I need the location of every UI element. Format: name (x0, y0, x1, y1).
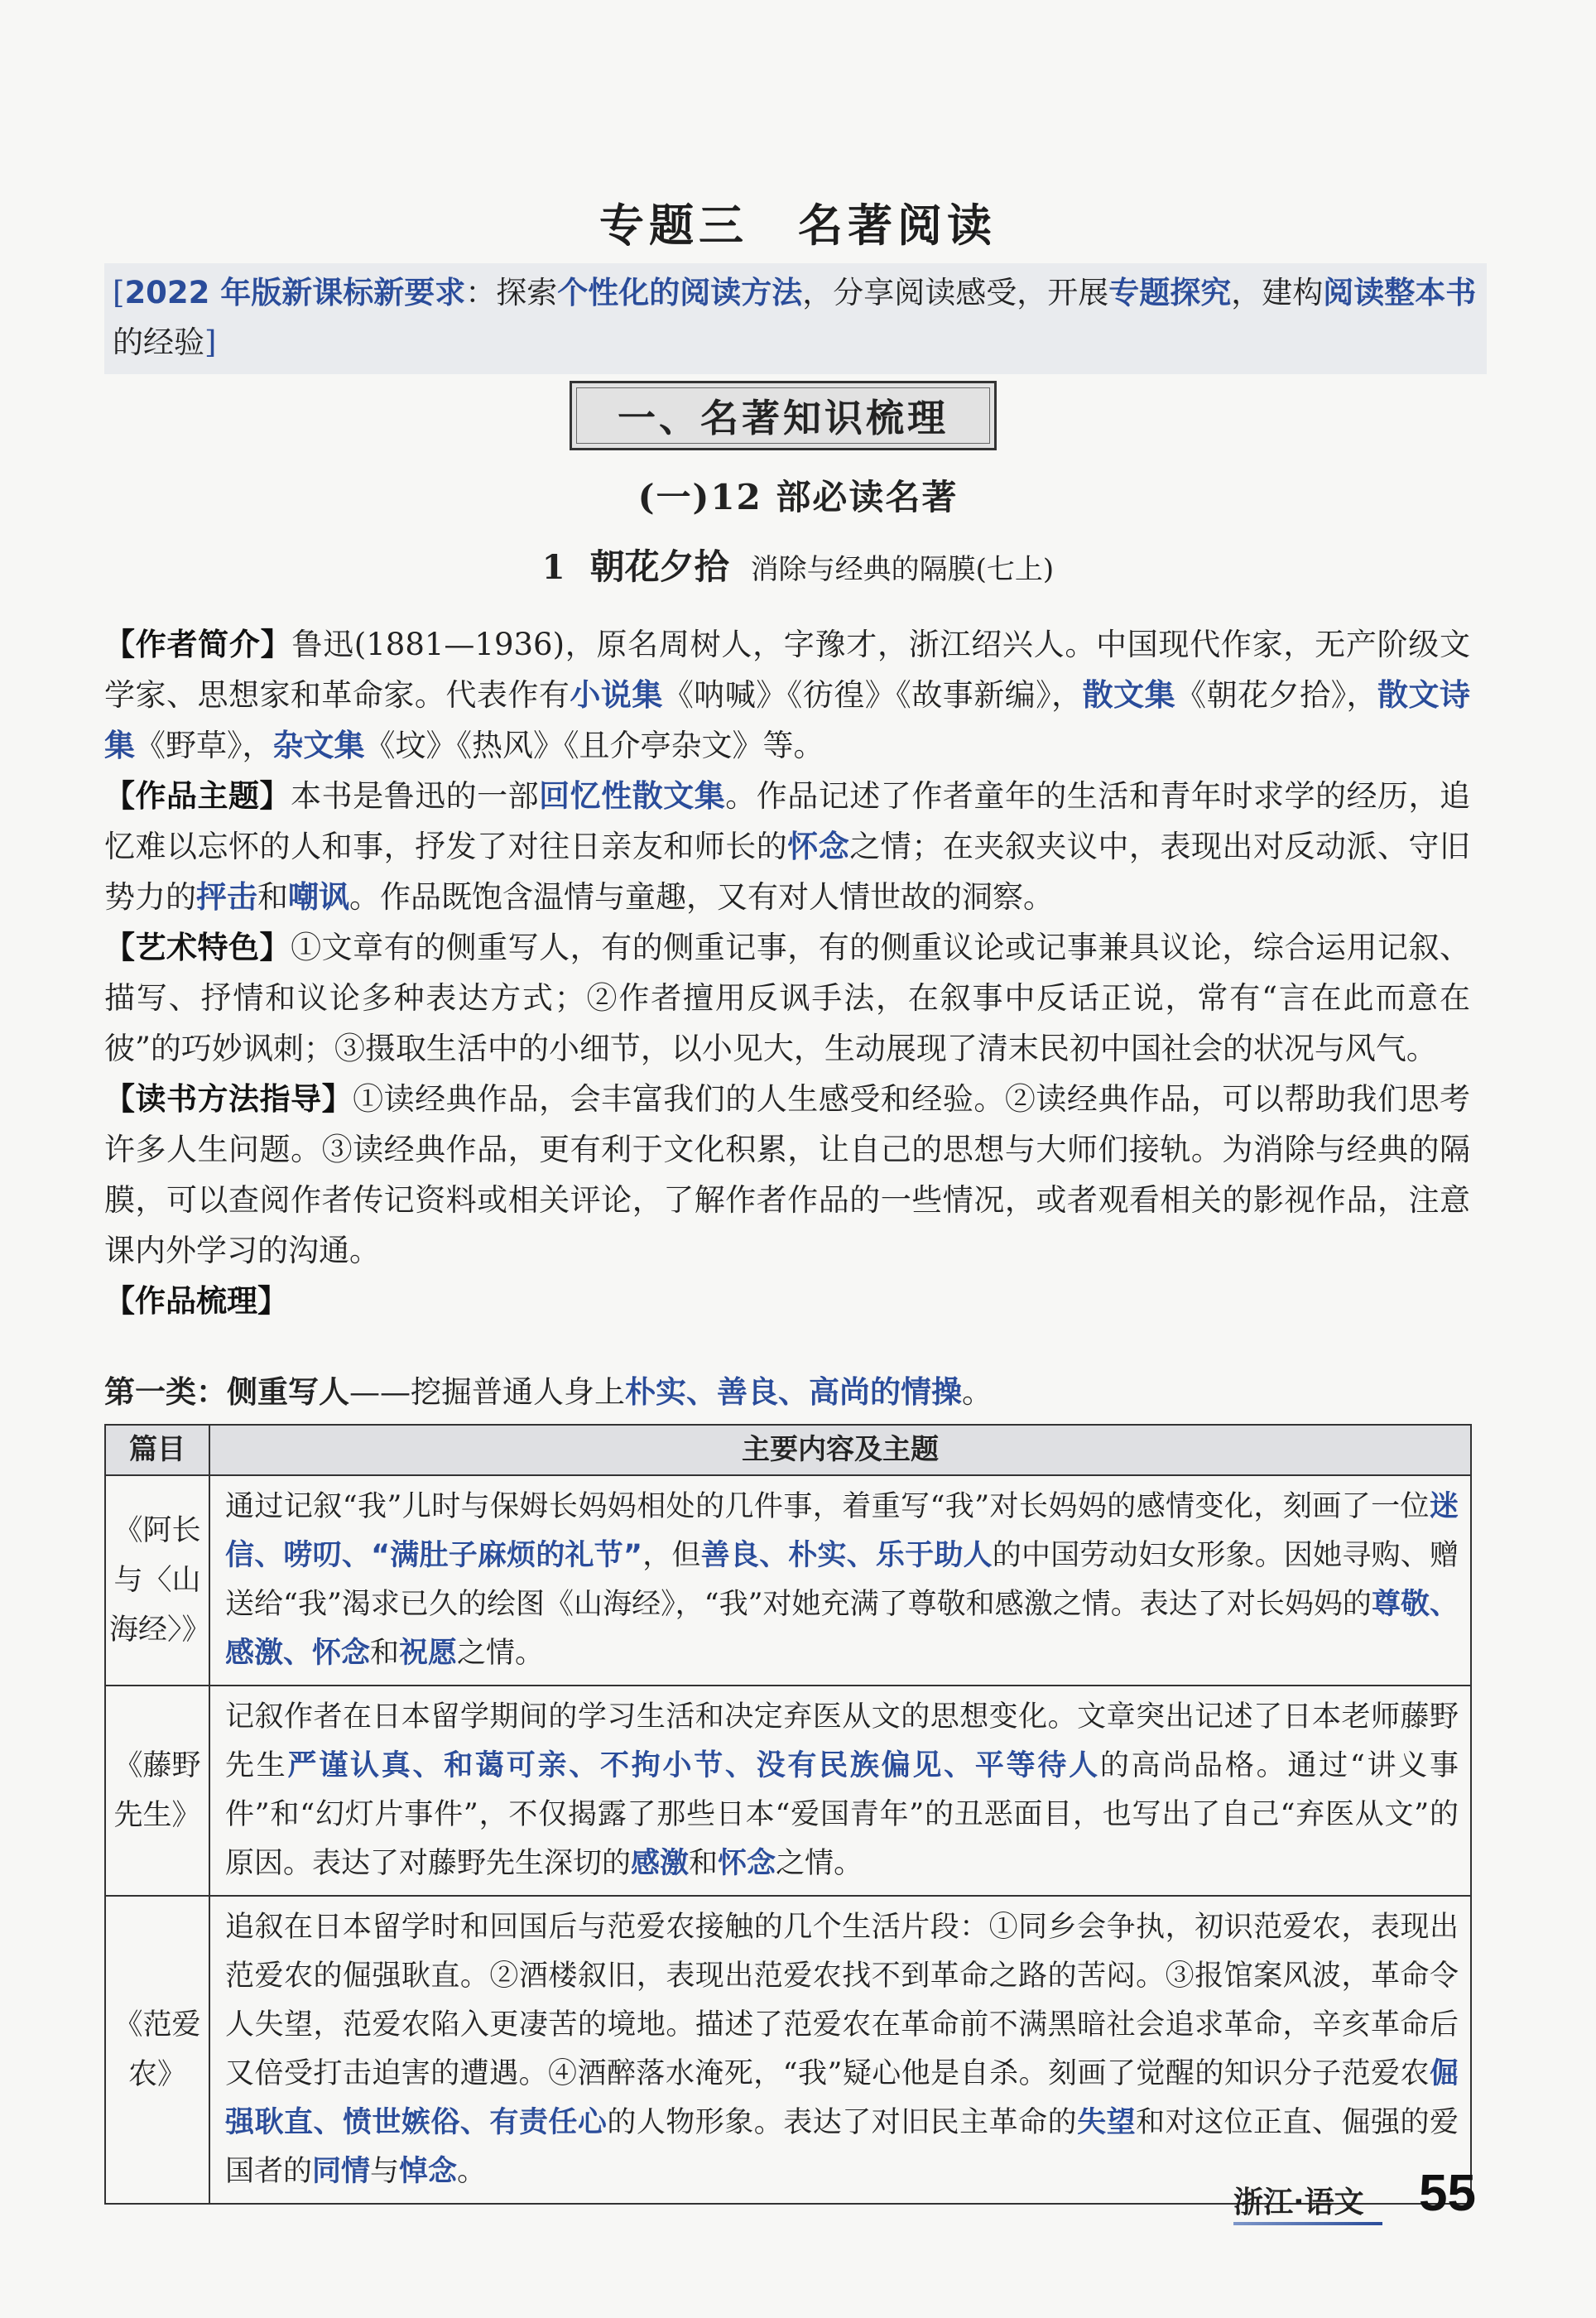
text: 通过记叙“我”儿时与保姆长妈妈相处的几件事，着重写“我”对长妈妈的感情变化，刻画了一位 (225, 1490, 1430, 1523)
work-content (209, 1896, 1471, 2204)
keyword: 杂文集 (272, 728, 365, 763)
text: 记叙作者在日本留学期间的学习生活和决定弃医从文的思想变化。文章突出记述了日本老师藤野先生 (225, 1700, 1459, 1782)
footer-region: 浙江·语文 (1233, 2186, 1364, 2219)
keyword: 怀念 (718, 1847, 776, 1880)
title-part2: 名著阅读 (798, 200, 997, 252)
sub-heading: (一)12 部必读名著 (637, 477, 959, 517)
keyword: 散文集 (1082, 677, 1176, 713)
text: 。 (962, 1374, 993, 1410)
text: 之情；在夹叙夹议中，表现出对反动派、守旧势力的 (104, 829, 1471, 915)
work-title: 《藤野先生》 (105, 1686, 209, 1896)
keyword: 小说集 (570, 677, 663, 713)
text: 的中国劳动妇女形象。因她寻购、赠送给“我”渴求已久的绘图《山海经》，“我”对她充满了尊敬和感激之情。表达了对长妈妈的 (225, 1539, 1459, 1621)
keyword: 朴实、善良、高尚的情操 (625, 1374, 962, 1410)
keyword: 同情 (312, 2155, 371, 2188)
sorting-paragraph (104, 1276, 1470, 1326)
method-label: 【读书方法指导】 (104, 1081, 353, 1117)
text: 鲁迅(1881—1936)，原名周树人，字豫才，浙江绍兴人。中国现代作家，无产阶级文学家、思想家和革命家。代表作有 (104, 627, 1471, 713)
art-paragraph (104, 922, 1470, 1074)
keyword: 祝愿 (399, 1637, 458, 1670)
text: 与 (370, 2155, 400, 2188)
text: 追叙在日本留学时和回国后与范爱农接触的几个生活片段：①同乡会争执，初识范爱农，表现出范爱农的倔强耿直。②酒楼叙旧，表现出范爱农找不到革命之路的苦闷。③报馆案风波，革命令人失望，范爱农陷入更凄苦的境地。描述了范爱农在革命前不满黑暗社会追求革命，辛亥革命后又倍受打击迫害的遭遇。④酒醉落水淹死，“我”疑心他是自杀。刻画了觉醒的知识分子范爱农 (225, 1911, 1459, 2090)
text: 之情。 (457, 1637, 545, 1670)
text: 《呐喊》《彷徨》《故事新编》， (662, 677, 1083, 713)
keyword: 悼念 (399, 2155, 458, 2188)
text: 。 (457, 2155, 487, 2188)
work-title: 《阿长与〈山海经〉》 (105, 1475, 209, 1686)
section-heading-text: 一、名著知识梳理 (618, 396, 949, 440)
text: 和 (689, 1847, 719, 1880)
text: 和 (370, 1637, 400, 1670)
author-label: 【作者简介】 (104, 627, 292, 662)
method-paragraph (104, 1074, 1470, 1276)
keyword: 感激 (631, 1847, 690, 1880)
requirement-tag: 2022 年版新课标新要求 (124, 275, 466, 310)
page-footer (1233, 2167, 1482, 2225)
text: 之情。 (776, 1847, 863, 1880)
theme-paragraph (104, 771, 1470, 922)
text: ——挖掘普通人身上 (349, 1374, 625, 1410)
table-header-row (105, 1425, 1471, 1475)
work-content (209, 1475, 1471, 1686)
text: 《朝花夕拾》， (1175, 677, 1378, 713)
requirement-text: ：探索 (465, 275, 558, 310)
works-table (104, 1424, 1472, 2205)
keyword: 散文诗集 (104, 677, 1471, 763)
text: 和对这位正直、倔强的爱国者的 (225, 2106, 1459, 2188)
keyword: 迷信、唠叨、“满肚子麻烦的礼节” (225, 1490, 1459, 1572)
text: 本书是鲁迅的一部 (291, 778, 540, 814)
curriculum-requirement (104, 263, 1487, 374)
text: 《坟》《热风》《且介亭杂文》等。 (364, 728, 824, 763)
text: 。作品既饱含温情与童趣，又有对人情世故的洞察。 (349, 879, 1054, 915)
table-row (105, 1686, 1471, 1896)
keyword: 怀念 (787, 829, 850, 864)
table-row (105, 1475, 1471, 1686)
text: 的高尚品格。通过“讲义事件”和“幻灯片事件”，不仅揭露了那些日本“爱国青年”的丑恶面目，也写出了自己“弃医从文”的原因。表达了对藤野先生深切的 (225, 1749, 1459, 1880)
requirement-keyword: 个性化的阅读方法 (557, 275, 803, 310)
text: 的人物形象。表达了对旧民主革命的 (607, 2106, 1078, 2139)
text: ①读经典作品，会丰富我们的人生感受和经验。②读经典作品，可以帮助我们思考许多人生问题。③读经典作品，更有利于文化积累，让自己的思想与大师们接轨。为消除与经典的隔膜，可以查阅作者传记资料或相关评论，了解作者作品的一些情况，或者观看相关的影视作品，注意课内外学习的沟通。 (104, 1081, 1470, 1268)
text: ，但 (642, 1539, 701, 1572)
title-part1: 专题三 (599, 200, 748, 252)
requirement-keyword: 阅读整本书 (1323, 275, 1477, 310)
keyword: 尊敬、感激、怀念 (225, 1588, 1459, 1670)
work-content (209, 1686, 1471, 1896)
keyword: 抨击 (196, 879, 257, 915)
book-name: 朝花夕拾 (589, 546, 729, 587)
author-paragraph (104, 619, 1470, 771)
section-heading (570, 381, 997, 450)
book-grade: (七上) (975, 553, 1055, 586)
bracket-close: ] (204, 325, 217, 360)
text: 和 (257, 879, 288, 915)
keyword: 失望 (1077, 2106, 1137, 2139)
requirement-text: 的经验 (113, 325, 204, 360)
requirement-text: ，分享阅读感受，开展 (802, 275, 1109, 310)
bracket-open: [ (113, 275, 125, 310)
art-label: 【艺术特色】 (104, 930, 291, 965)
category-line (104, 1368, 1470, 1417)
book-info (104, 619, 1470, 1326)
book-number: 1 (541, 548, 565, 587)
text: 《野草》， (135, 728, 273, 763)
header-work: 篇目 (105, 1425, 209, 1475)
page-title (0, 190, 1596, 254)
requirement-keyword: 专题探究 (1108, 275, 1232, 310)
footer-underline (1233, 2222, 1382, 2225)
page-number: 55 (1419, 2165, 1476, 2222)
requirement-text: ，建构 (1231, 275, 1324, 310)
work-title: 《范爱农》 (105, 1896, 209, 2204)
keyword: 倔强耿直、愤世嫉俗、有责任心 (225, 2057, 1459, 2139)
theme-label: 【作品主题】 (104, 778, 291, 814)
text: ①文章有的侧重写人，有的侧重记事，有的侧重议论或记事兼具议论，综合运用记叙、描写、抒情和议论多种表达方式；②作者擅用反讽手法，在叙事中反话正说，常有“言在此而意在彼”的巧妙讽刺；③摄取生活中的小细节，以小见大，生动展现了清末民初中国社会的状况与风气。 (104, 930, 1471, 1066)
table-row (105, 1896, 1471, 2204)
header-content: 主要内容及主题 (209, 1425, 1471, 1475)
sorting-label: 【作品梳理】 (104, 1283, 288, 1319)
book-title (0, 540, 1596, 589)
category-label: 第一类：侧重写人 (104, 1374, 349, 1410)
keyword: 善良、朴实、乐于助人 (700, 1539, 993, 1572)
keyword: 严谨认真、和蔼可亲、不拘小节、没有民族偏见、平等待人 (287, 1749, 1100, 1782)
book-method: 消除与经典的隔膜 (750, 553, 976, 586)
text: 。作品记述了作者童年的生活和青年时求学的经历，追忆难以忘怀的人和事，抒发了对往日亲友和师长的 (104, 778, 1471, 864)
keyword: 回忆性散文集 (539, 778, 726, 814)
keyword: 嘲讽 (288, 879, 349, 915)
